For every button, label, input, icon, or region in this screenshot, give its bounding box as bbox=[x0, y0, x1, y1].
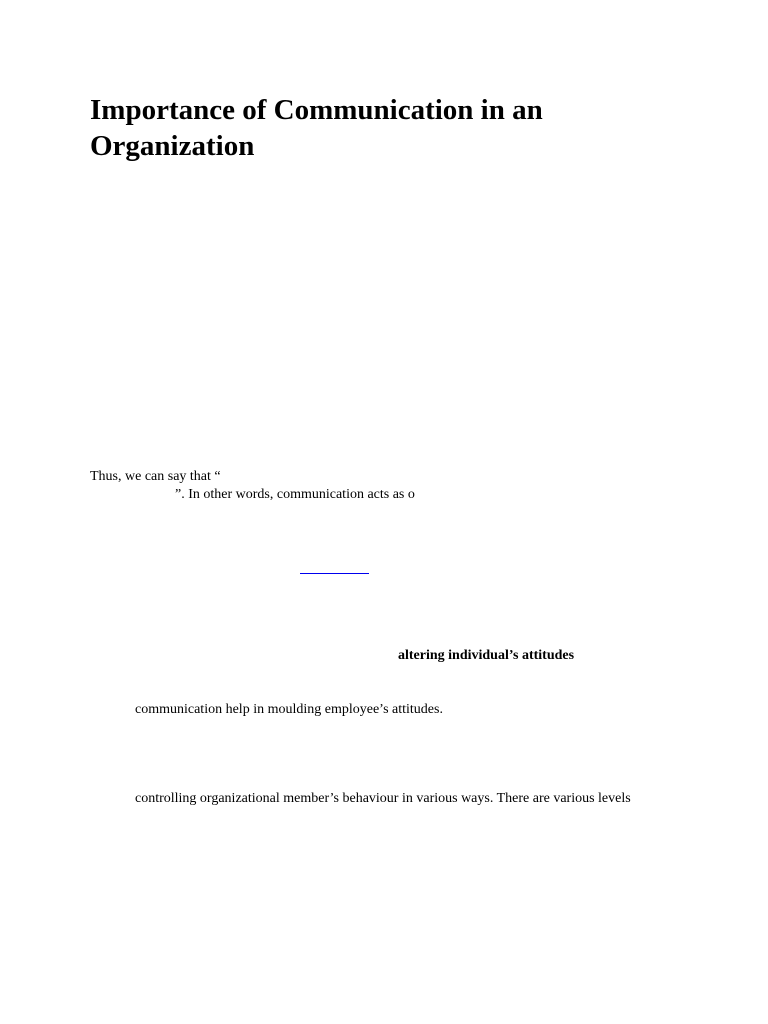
body-text-line: controlling organizational member’s behaviour in various ways. There are various levels bbox=[135, 791, 631, 806]
page-title: Importance of Communication in an Organization bbox=[90, 94, 543, 162]
hyperlink[interactable] bbox=[300, 573, 369, 574]
bold-phrase: altering individual’s attitudes bbox=[398, 648, 575, 663]
body-text-line: Thus, we can say that “ bbox=[90, 469, 221, 484]
body-text-line: ”. In other words, communication acts as o bbox=[175, 487, 415, 502]
body-text-line: communication help in moulding employee’s attitudes. bbox=[135, 702, 443, 717]
